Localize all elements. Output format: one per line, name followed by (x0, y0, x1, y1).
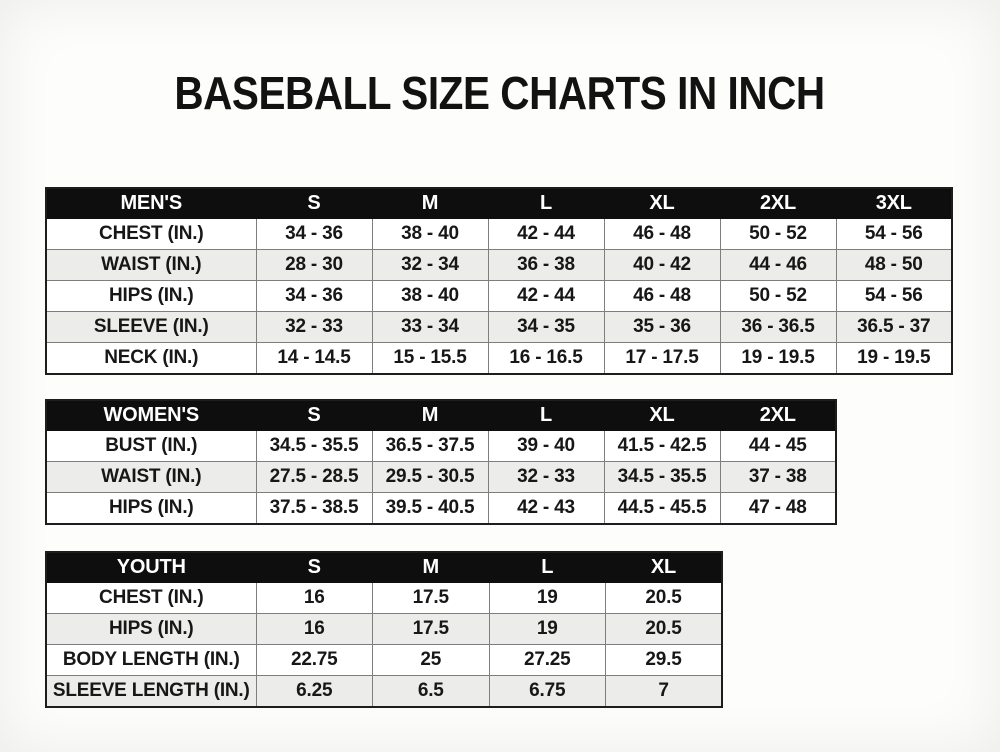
row-label-cell: WAIST (IN.) (46, 250, 256, 281)
size-column-header: XL (606, 552, 723, 583)
size-column-header: S (256, 400, 372, 431)
value-cell: 6.25 (256, 676, 373, 708)
value-cell: 33 - 34 (372, 312, 488, 343)
page-title: BASEBALL SIZE CHARTS IN INCH (174, 67, 826, 119)
value-cell: 6.5 (373, 676, 490, 708)
value-cell: 16 - 16.5 (488, 343, 604, 375)
value-cell: 34.5 - 35.5 (256, 431, 372, 462)
value-cell: 41.5 - 42.5 (604, 431, 720, 462)
womens-size-table (45, 399, 837, 525)
value-cell: 29.5 (606, 645, 723, 676)
value-cell: 17 - 17.5 (604, 343, 720, 375)
table-row (46, 462, 836, 493)
row-label-cell: HIPS (IN.) (46, 614, 256, 645)
value-cell: 46 - 48 (604, 281, 720, 312)
value-cell: 36 - 36.5 (720, 312, 836, 343)
value-cell: 37 - 38 (720, 462, 836, 493)
value-cell: 19 (489, 583, 606, 614)
value-cell: 34 - 35 (488, 312, 604, 343)
value-cell: 44.5 - 45.5 (604, 493, 720, 525)
value-cell: 32 - 33 (256, 312, 372, 343)
youth-size-table (45, 551, 723, 708)
value-cell: 48 - 50 (836, 250, 952, 281)
value-cell: 22.75 (256, 645, 373, 676)
table-row (46, 219, 952, 250)
value-cell: 42 - 43 (488, 493, 604, 525)
value-cell: 50 - 52 (720, 219, 836, 250)
value-cell: 54 - 56 (836, 219, 952, 250)
value-cell: 15 - 15.5 (372, 343, 488, 375)
table-row (46, 493, 836, 525)
table-row (46, 250, 952, 281)
womens-size-table-wrap (45, 399, 837, 525)
size-column-header: M (372, 188, 488, 219)
size-column-header: L (489, 552, 606, 583)
size-column-header: S (256, 188, 372, 219)
header-row (46, 188, 952, 219)
value-cell: 36.5 - 37.5 (372, 431, 488, 462)
value-cell: 50 - 52 (720, 281, 836, 312)
table-title-cell: YOUTH (46, 552, 256, 583)
value-cell: 37.5 - 38.5 (256, 493, 372, 525)
value-cell: 27.25 (489, 645, 606, 676)
value-cell: 40 - 42 (604, 250, 720, 281)
page-title-wrap (0, 67, 1000, 119)
table-title-cell: WOMEN'S (46, 400, 256, 431)
value-cell: 34 - 36 (256, 281, 372, 312)
row-label-cell: HIPS (IN.) (46, 281, 256, 312)
value-cell: 14 - 14.5 (256, 343, 372, 375)
row-label-cell: BUST (IN.) (46, 431, 256, 462)
value-cell: 25 (373, 645, 490, 676)
table-row (46, 676, 722, 708)
table-row (46, 645, 722, 676)
value-cell: 16 (256, 583, 373, 614)
value-cell: 17.5 (373, 583, 490, 614)
value-cell: 42 - 44 (488, 219, 604, 250)
size-column-header: M (373, 552, 490, 583)
size-column-header: 2XL (720, 400, 836, 431)
size-column-header: L (488, 188, 604, 219)
size-column-header: 3XL (836, 188, 952, 219)
value-cell: 39 - 40 (488, 431, 604, 462)
value-cell: 20.5 (606, 614, 723, 645)
row-label-cell: BODY LENGTH (IN.) (46, 645, 256, 676)
row-label-cell: CHEST (IN.) (46, 219, 256, 250)
value-cell: 54 - 56 (836, 281, 952, 312)
row-label-cell: NECK (IN.) (46, 343, 256, 375)
value-cell: 32 - 33 (488, 462, 604, 493)
size-column-header: S (256, 552, 373, 583)
value-cell: 44 - 45 (720, 431, 836, 462)
value-cell: 16 (256, 614, 373, 645)
table-row (46, 583, 722, 614)
value-cell: 35 - 36 (604, 312, 720, 343)
row-label-cell: SLEEVE LENGTH (IN.) (46, 676, 256, 708)
size-column-header: 2XL (720, 188, 836, 219)
value-cell: 34 - 36 (256, 219, 372, 250)
value-cell: 28 - 30 (256, 250, 372, 281)
youth-size-table-wrap (45, 551, 723, 708)
mens-size-table-wrap (45, 187, 953, 375)
size-column-header: XL (604, 400, 720, 431)
row-label-cell: HIPS (IN.) (46, 493, 256, 525)
value-cell: 39.5 - 40.5 (372, 493, 488, 525)
value-cell: 17.5 (373, 614, 490, 645)
value-cell: 47 - 48 (720, 493, 836, 525)
size-column-header: M (372, 400, 488, 431)
value-cell: 38 - 40 (372, 219, 488, 250)
value-cell: 36.5 - 37 (836, 312, 952, 343)
table-row (46, 431, 836, 462)
header-row (46, 552, 722, 583)
value-cell: 44 - 46 (720, 250, 836, 281)
mens-size-table (45, 187, 953, 375)
value-cell: 19 (489, 614, 606, 645)
table-title-cell: MEN'S (46, 188, 256, 219)
value-cell: 19 - 19.5 (720, 343, 836, 375)
row-label-cell: WAIST (IN.) (46, 462, 256, 493)
row-label-cell: CHEST (IN.) (46, 583, 256, 614)
value-cell: 42 - 44 (488, 281, 604, 312)
table-row (46, 343, 952, 375)
size-column-header: L (488, 400, 604, 431)
header-row (46, 400, 836, 431)
value-cell: 46 - 48 (604, 219, 720, 250)
table-row (46, 312, 952, 343)
value-cell: 19 - 19.5 (836, 343, 952, 375)
value-cell: 38 - 40 (372, 281, 488, 312)
table-row (46, 614, 722, 645)
value-cell: 6.75 (489, 676, 606, 708)
row-label-cell: SLEEVE (IN.) (46, 312, 256, 343)
value-cell: 36 - 38 (488, 250, 604, 281)
size-column-header: XL (604, 188, 720, 219)
table-row (46, 281, 952, 312)
value-cell: 32 - 34 (372, 250, 488, 281)
value-cell: 29.5 - 30.5 (372, 462, 488, 493)
value-cell: 27.5 - 28.5 (256, 462, 372, 493)
value-cell: 7 (606, 676, 723, 708)
value-cell: 34.5 - 35.5 (604, 462, 720, 493)
value-cell: 20.5 (606, 583, 723, 614)
